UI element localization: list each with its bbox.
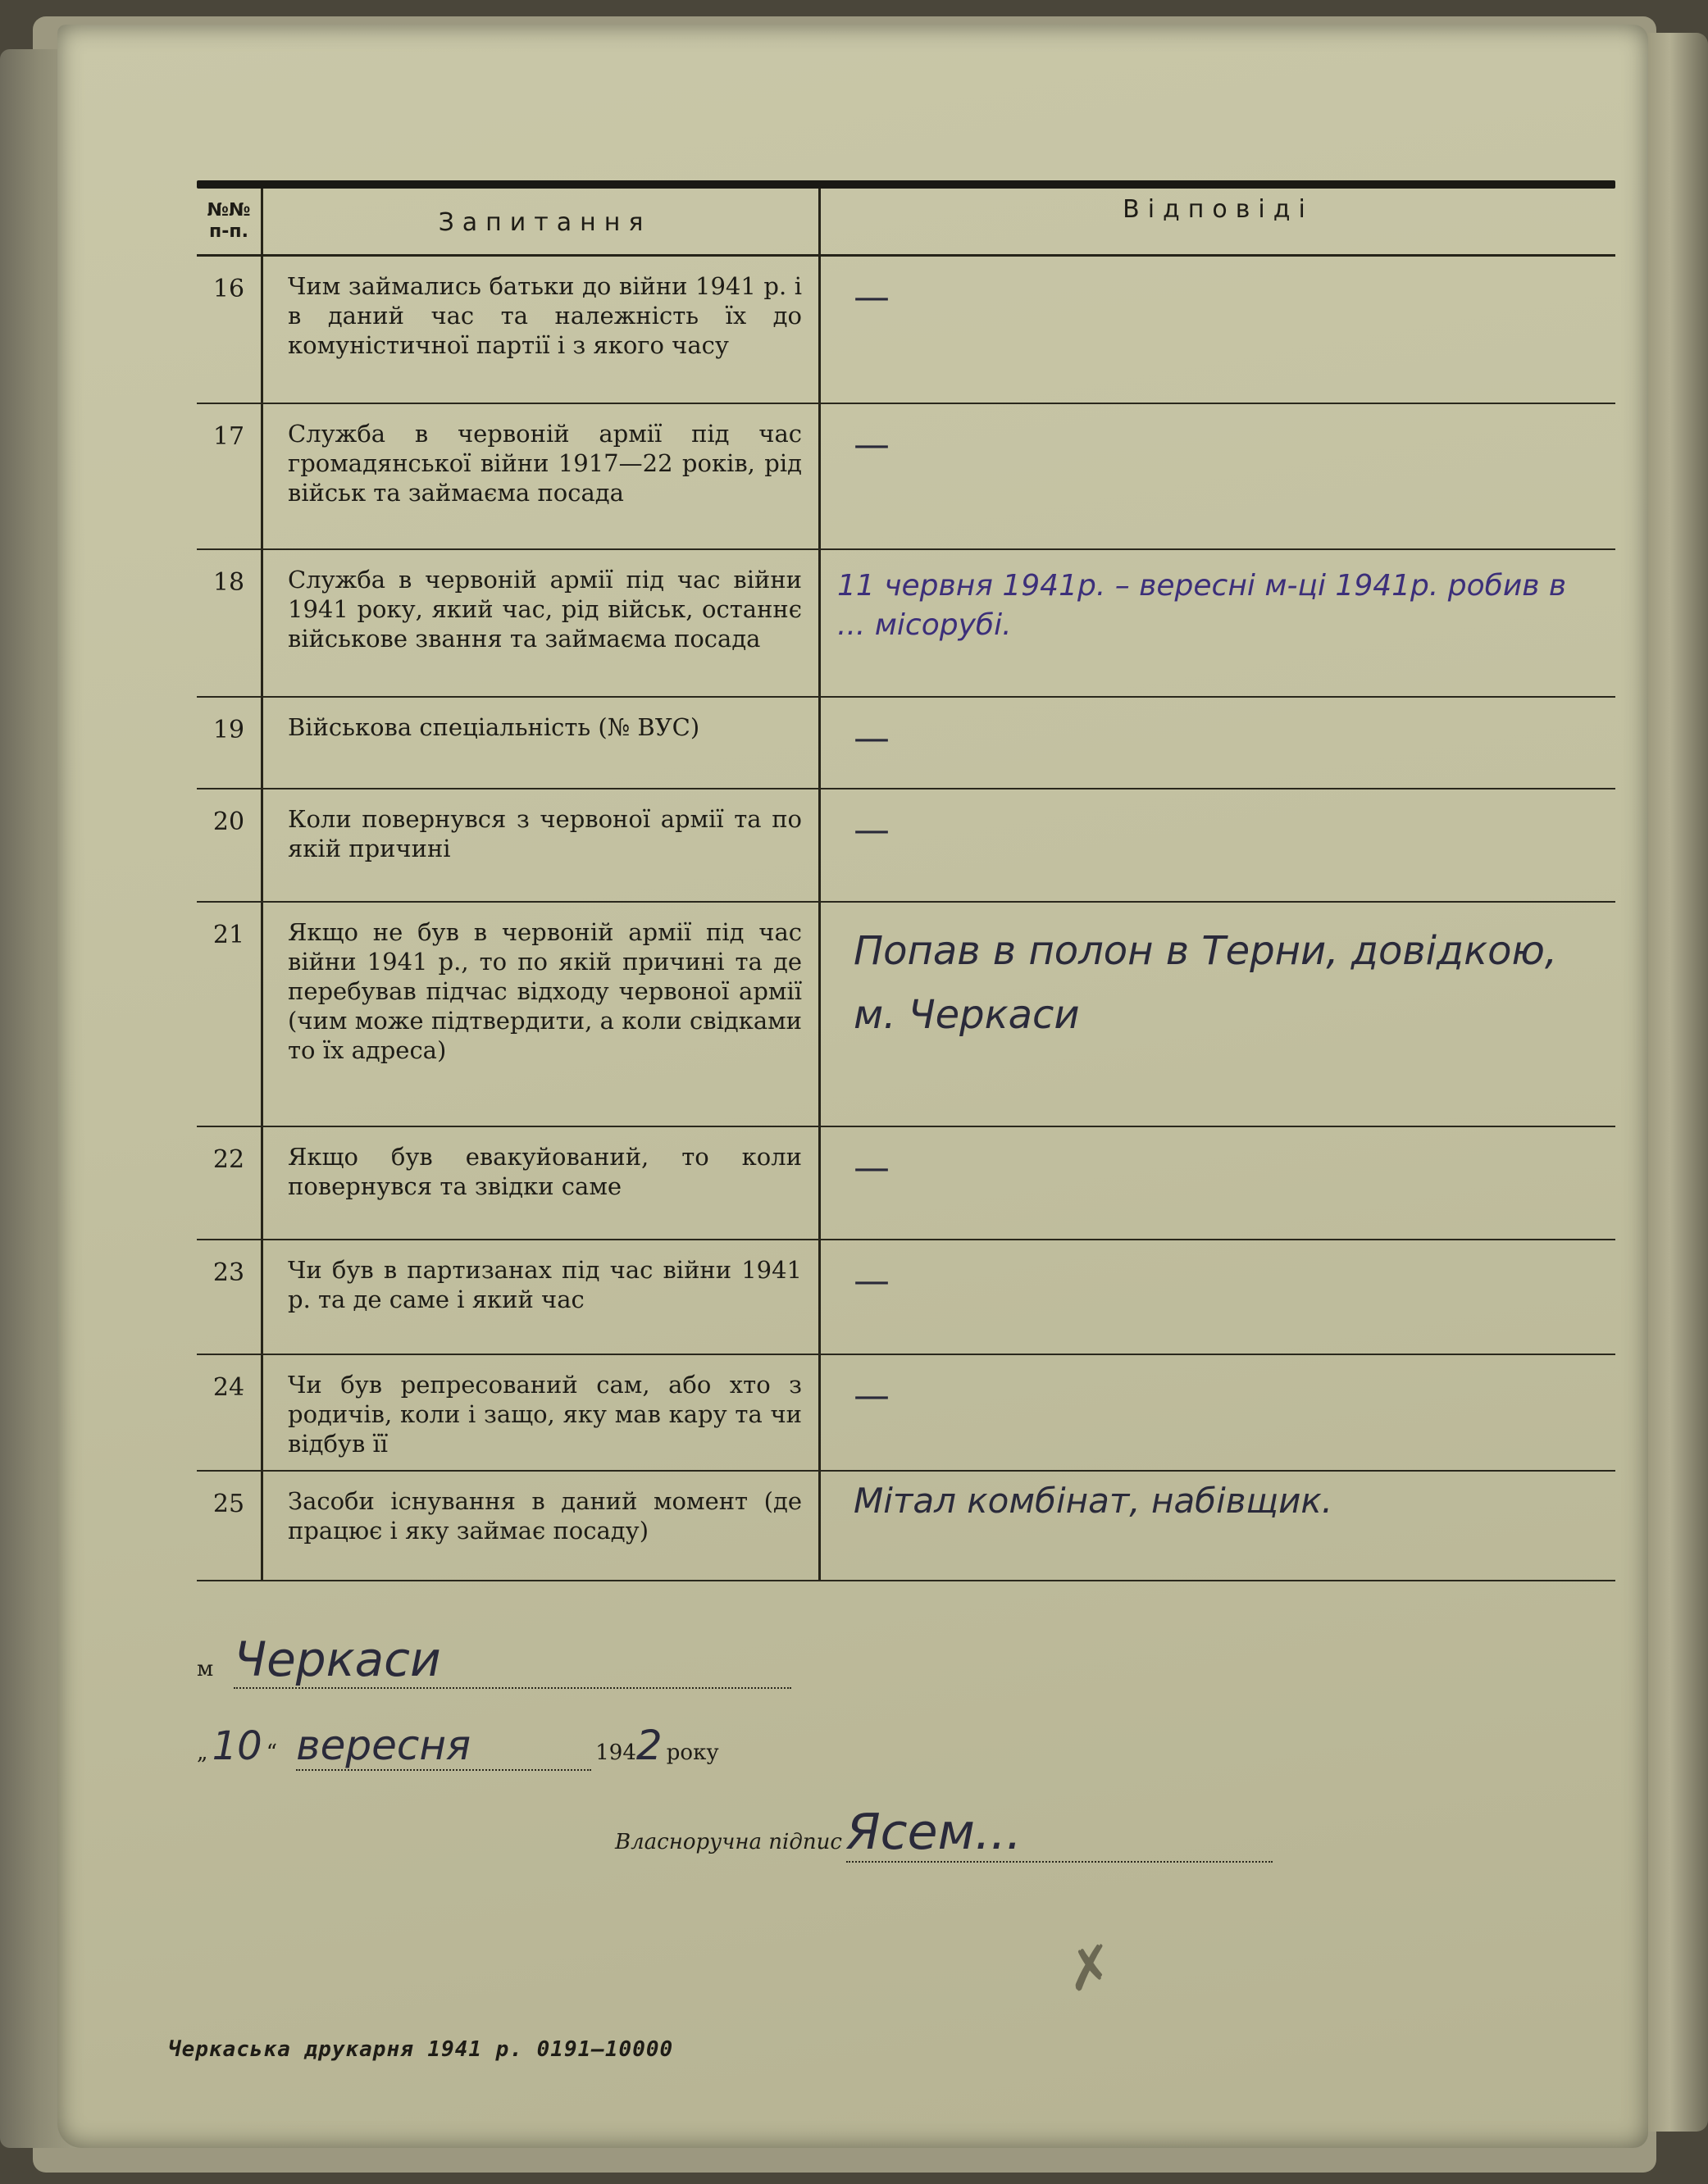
table-row xyxy=(197,404,1615,550)
row-number: 24 xyxy=(197,1355,263,1470)
row-answer: — xyxy=(854,1147,890,1189)
row-question: Військова спеціальність (№ ВУС) xyxy=(263,698,821,788)
table-row xyxy=(197,903,1615,1127)
table-row xyxy=(197,1472,1615,1581)
row-question: Чим займались батьки до війни 1941 р. і в даний час та належність їх до комуністичної партії і з якого часу xyxy=(263,257,821,403)
row-answer: — xyxy=(854,276,890,318)
table-top-rule xyxy=(197,180,1615,189)
row-question: Якщо не був в червоній армії під час війни 1941 р., то по якій причині та де перебував підчас відходу червоної армії (чим може підтвердити, а коли свідками то їх адреса) xyxy=(263,903,821,1126)
row-number: 17 xyxy=(197,404,263,548)
place-prefix: м xyxy=(197,1657,214,1681)
table-row xyxy=(197,550,1615,698)
row-number: 23 xyxy=(197,1240,263,1354)
row-answer-handwritten: 11 червня 1941р. – вересні м-ці 1941р. робив в ... місорубі. xyxy=(837,569,1567,642)
table-row xyxy=(197,1355,1615,1472)
table-row xyxy=(197,1240,1615,1355)
place-handwritten: Черкаси xyxy=(234,1631,441,1687)
row-question: Чи був в партизанах під час війни 1941 р. та де саме і який час xyxy=(263,1240,821,1354)
questionnaire-table xyxy=(197,180,1615,1581)
year-printed: 194 xyxy=(595,1740,636,1765)
table-row xyxy=(197,1127,1615,1240)
year-suffix: року xyxy=(666,1740,719,1765)
row-answer: — xyxy=(854,809,890,851)
row-number: 20 xyxy=(197,789,263,901)
row-question: Коли повернувся з червоної армії та по якій причині xyxy=(263,789,821,901)
row-answer-handwritten: Попав в полон в Терни, довідкою, м. Черкаси xyxy=(854,928,1558,1038)
row-answer: — xyxy=(854,1375,890,1417)
row-question: Засоби існування в даний момент (де працює і яку займає посаду) xyxy=(263,1472,821,1580)
row-number: 16 xyxy=(197,257,263,403)
row-number: 19 xyxy=(197,698,263,788)
row-answer: — xyxy=(854,1260,890,1302)
header-number: №№ п-п. xyxy=(197,189,263,254)
row-number: 25 xyxy=(197,1472,263,1580)
printer-imprint: Черкаська друкарня 1941 р. 0191—10000 xyxy=(168,2037,674,2062)
row-number: 21 xyxy=(197,903,263,1126)
row-question: Служба в червоній армії під час війни 1941 року, який час, рід військ, останнє військове звання та займаєма посада xyxy=(263,550,821,696)
table-row xyxy=(197,257,1615,404)
header-answer: Відповіді xyxy=(1123,195,1314,224)
row-answer-handwritten: Мітал комбінат, набівщик. xyxy=(854,1481,1333,1521)
row-question: Чи був репресований сам, або хто з родичів, коли і защо, яку мав кару та чи відбув її xyxy=(263,1355,821,1470)
signature-label: Власноручна підпис xyxy=(615,1830,842,1854)
table-row xyxy=(197,789,1615,903)
pencil-mark: ✗ xyxy=(1060,1931,1120,2006)
row-question: Якщо був евакуйований, то коли повернувся та звідки саме xyxy=(263,1127,821,1239)
header-question: Запитання xyxy=(263,189,821,254)
row-question: Служба в червоній армії під час громадянської війни 1917—22 років, рід військ та займаєма посада xyxy=(263,404,821,548)
month-handwritten: вересня xyxy=(296,1722,471,1769)
day-handwritten: 10 xyxy=(212,1723,262,1769)
year-handwritten: 2 xyxy=(635,1722,663,1769)
row-number: 22 xyxy=(197,1127,263,1239)
table-row xyxy=(197,698,1615,789)
table-header xyxy=(197,189,1615,257)
row-number: 18 xyxy=(197,550,263,696)
signature-handwritten: Ясем... xyxy=(845,1804,1023,1861)
row-answer: — xyxy=(854,717,890,759)
row-answer: — xyxy=(854,424,890,466)
